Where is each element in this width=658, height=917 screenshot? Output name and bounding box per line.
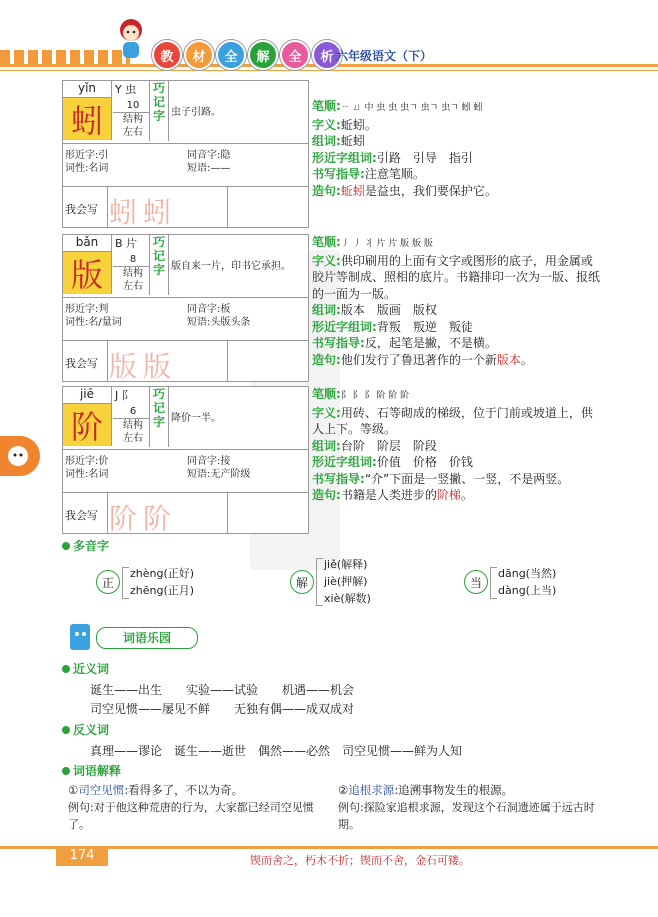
card-radical: J 阝 — [115, 389, 133, 402]
card-homophone: 同音字:隐 — [187, 150, 231, 161]
detail-similar — [312, 319, 602, 336]
detail-sentence — [312, 183, 602, 200]
highlight: 蚯蚓 — [340, 183, 365, 198]
bullet-icon — [62, 726, 70, 734]
value: 蚯蚓 — [340, 134, 365, 148]
brace — [122, 567, 129, 599]
synonyms-title: 近义词 — [73, 662, 110, 676]
value: 台阶 阶层 阶段 — [340, 438, 437, 453]
detail-strokes — [312, 234, 602, 253]
card-radical: B 片 — [115, 237, 138, 250]
card-pos: 词性:名/量词 — [65, 317, 122, 328]
card-char: 阶 — [63, 404, 112, 446]
card-write-label: 我会写 — [65, 509, 98, 522]
card-hint: 版自来一片，印书它承担。 — [171, 261, 291, 272]
card-trace-chars: 蚓蚓 — [109, 196, 178, 229]
detail-jie — [312, 386, 602, 504]
value: 供印刷用的上面有文字或图形的底子，用金属或胶片等制成、照相的底片。书籍排印一次为一版、报纸的一面为一版。 — [312, 253, 601, 301]
synonyms-line-2: 司空见惯——屡见不鲜 无独有偶——成双成对 — [90, 702, 355, 716]
title-char: 析 — [312, 40, 342, 70]
value: 。 — [520, 352, 533, 367]
value: “介”下面是一竖撇、一竖，不是两竖。 — [364, 471, 570, 486]
card-phrase: 短语:头版头条 — [187, 317, 251, 328]
card-memo-label: 巧记字 — [149, 387, 169, 447]
char-card-jie — [62, 386, 309, 534]
detail-meaning — [312, 253, 602, 303]
label: 书写指导: — [312, 471, 365, 486]
label: 造句: — [312, 183, 341, 198]
value: 阝 阝 阝 阶 阶 阶 — [340, 391, 410, 401]
side-badge-icon — [0, 436, 40, 476]
value: 。 — [460, 488, 473, 502]
item-number: ① — [68, 783, 79, 797]
card-pinyin: jiē — [63, 387, 112, 404]
value: 用砖、石等砌成的梯级，位于门前或坡道上，供人上下。等级。 — [312, 405, 593, 436]
card-write-area[interactable] — [63, 492, 308, 533]
card-trace-chars: 阶阶 — [109, 502, 178, 535]
card-phrase: 短语:无产阶级 — [187, 469, 251, 480]
label: 笔顺: — [312, 387, 341, 401]
polyphone-char: 当 — [464, 570, 488, 594]
antonyms-line: 真理——谬论 诞生——逝世 偶然——必然 司空见惯——鲜为人知 — [90, 744, 463, 758]
explain-item-1 — [68, 782, 324, 833]
detail-ban — [312, 234, 602, 368]
antonyms-heading — [62, 721, 109, 738]
polyphone-readings — [498, 565, 556, 599]
highlight: 阶梯 — [436, 488, 461, 502]
definition: :看得多了，不以为奇。 — [124, 783, 244, 797]
title-char: 解 — [248, 40, 278, 70]
brace — [490, 567, 497, 599]
polyphone-char: 解 — [290, 570, 314, 594]
brace — [316, 558, 323, 606]
footer-motto: 锲而舍之，朽木不折；锲而不舍，金石可镂。 — [250, 854, 470, 867]
card-pinyin: bǎn — [63, 235, 112, 252]
grid-line — [227, 341, 228, 381]
term: 追根求源 — [348, 783, 395, 797]
label: 字义: — [312, 253, 341, 268]
detail-strokes — [312, 98, 602, 117]
reading: zhēng(正月) — [130, 584, 195, 597]
label: 笔顺: — [312, 235, 341, 249]
grid-line — [227, 187, 228, 227]
card-write-label: 我会写 — [65, 357, 98, 370]
card-struct: 结构 — [113, 112, 153, 126]
card-char: 蚓 — [63, 98, 112, 140]
value: 背叛 叛逆 叛徒 — [376, 319, 473, 334]
value: 丿 丿 丬 片 片 版 版 版 — [340, 239, 433, 249]
card-struct: 结构 — [113, 266, 153, 280]
card-similar: 形近字:判 — [65, 304, 109, 315]
card-rows — [63, 297, 308, 326]
card-rows — [63, 143, 308, 172]
card-similar: 形近字:价 — [65, 456, 109, 467]
reading: xiè(解数) — [324, 592, 371, 605]
highlight: 版本 — [496, 352, 521, 367]
title-char: 材 — [184, 40, 214, 70]
polyphone-readings — [324, 556, 371, 607]
grade-label: 六年级语文（下） — [336, 49, 433, 63]
reading: zhèng(正好) — [130, 567, 195, 580]
label: 形近字组词: — [312, 455, 377, 469]
example: 例句:探险家追根求源，发现这个石洞遗迹属于远古时期。 — [338, 801, 595, 831]
reading: jiè(押解) — [324, 575, 368, 588]
char-card-ban — [62, 234, 309, 382]
detail-sentence — [312, 487, 602, 504]
label: 造句: — [312, 352, 341, 367]
card-homophone: 同音字:接 — [187, 456, 231, 467]
detail-similar — [312, 150, 602, 167]
explain-item-2 — [338, 782, 600, 833]
detail-strokes — [312, 386, 602, 405]
label: 字义: — [312, 117, 341, 132]
detail-words — [312, 302, 602, 319]
card-write-area[interactable] — [63, 186, 308, 227]
card-struct-type: 左右 — [123, 127, 143, 138]
value: 版本 版画 版权 — [340, 303, 437, 317]
polyphone-char: 正 — [96, 570, 120, 594]
value: 是益虫，我们要保护它。 — [364, 183, 497, 198]
book-mascot-icon — [64, 620, 96, 654]
card-memo-label: 巧记字 — [149, 235, 169, 295]
detail-similar — [312, 454, 602, 471]
card-similar: 形近字:引 — [65, 150, 109, 161]
label: 书写指导: — [312, 336, 365, 350]
antonyms-title: 反义词 — [73, 723, 110, 737]
reading: jiě(解释) — [324, 558, 368, 571]
card-info — [113, 405, 153, 445]
value: 注意笔顺。 — [364, 167, 425, 181]
polyphone-heading — [62, 537, 109, 554]
grid-line — [227, 493, 228, 533]
reading: dàng(上当) — [498, 584, 557, 597]
value: 书籍是人类进步的 — [340, 488, 437, 502]
card-rows — [63, 449, 308, 478]
example: 例句:对于他这种荒唐的行为，大家都已经司空见惯了。 — [68, 801, 314, 831]
label: 笔顺: — [312, 99, 341, 113]
detail-write — [312, 335, 602, 352]
grid-line — [107, 187, 108, 227]
card-pinyin: yǐn — [63, 81, 112, 98]
label: 组词: — [312, 134, 341, 148]
label: 造句: — [312, 488, 341, 502]
card-write-area[interactable] — [63, 340, 308, 381]
card-trace-chars: 版版 — [109, 350, 178, 383]
explain-title: 词语解释 — [73, 764, 122, 778]
value: 蚯蚓。 — [340, 117, 377, 132]
polyphone-title: 多音字 — [73, 539, 110, 553]
detail-write — [312, 166, 602, 183]
value: 引路 引导 指引 — [376, 150, 473, 165]
card-struct: 结构 — [113, 418, 153, 432]
vocab-banner: 词语乐园 — [96, 627, 198, 649]
detail-write — [312, 471, 602, 488]
label: 字义: — [312, 405, 341, 420]
detail-meaning — [312, 117, 602, 134]
card-char: 版 — [63, 252, 112, 294]
item-number: ② — [338, 783, 349, 797]
card-strokes: 6 — [129, 406, 137, 417]
synonyms-heading — [62, 660, 109, 677]
card-hint: 虫子引路。 — [171, 107, 221, 118]
label: 组词: — [312, 438, 341, 453]
card-pos: 词性:名词 — [65, 469, 109, 480]
title-char: 教 — [152, 40, 182, 70]
card-write-label: 我会写 — [65, 203, 98, 216]
grid-line — [107, 341, 108, 381]
mascot-illustration — [110, 14, 152, 64]
value: 价值 价格 价钱 — [376, 455, 473, 469]
card-info — [113, 99, 153, 139]
bullet-icon — [62, 767, 70, 775]
value: 他们发行了鲁迅著作的一个新 — [340, 352, 497, 367]
detail-yin — [312, 98, 602, 199]
detail-sentence — [312, 352, 602, 369]
card-strokes: 8 — [129, 254, 137, 265]
synonyms-line-1: 诞生——出生 实验——试验 机遇——机会 — [90, 683, 355, 697]
card-struct-type: 左右 — [123, 281, 143, 292]
detail-meaning — [312, 405, 602, 438]
char-card-yin — [62, 80, 309, 228]
term: 司空见惯 — [78, 783, 125, 797]
explain-heading — [62, 762, 121, 779]
definition: :追溯事物发生的根源。 — [394, 783, 514, 797]
title-char: 全 — [216, 40, 246, 70]
card-pos: 词性:名词 — [65, 163, 109, 174]
bullet-icon — [62, 665, 70, 673]
card-hint: 降价一半。 — [171, 413, 221, 424]
detail-words — [312, 133, 602, 150]
card-homophone: 同音字:板 — [187, 304, 231, 315]
label: 形近字组词: — [312, 319, 377, 334]
series-title — [152, 40, 342, 70]
title-char: 全 — [280, 40, 310, 70]
grid-line — [107, 493, 108, 533]
value: ㄧ ㄩ 中 虫 虫 虫ㄱ 虫ㄱ 虫ㄱ 蚓 蚓 — [340, 103, 483, 113]
header-rule-thin — [0, 70, 658, 71]
polyphone-readings — [130, 565, 194, 599]
value: 反，起笔是撇，不是横。 — [364, 336, 497, 350]
card-struct-type: 左右 — [123, 433, 143, 444]
card-memo-label: 巧记字 — [149, 81, 169, 141]
bullet-icon — [62, 542, 70, 550]
page-number: 174 — [56, 846, 108, 866]
card-info — [113, 253, 153, 293]
detail-words — [312, 438, 602, 455]
label: 形近字组词: — [312, 150, 377, 165]
reading: dāng(当然) — [498, 567, 557, 580]
card-strokes: 10 — [126, 100, 140, 111]
label: 组词: — [312, 303, 341, 317]
label: 书写指导: — [312, 167, 365, 181]
card-radical: Y 虫 — [115, 83, 137, 96]
card-phrase: 短语:—— — [187, 163, 231, 174]
